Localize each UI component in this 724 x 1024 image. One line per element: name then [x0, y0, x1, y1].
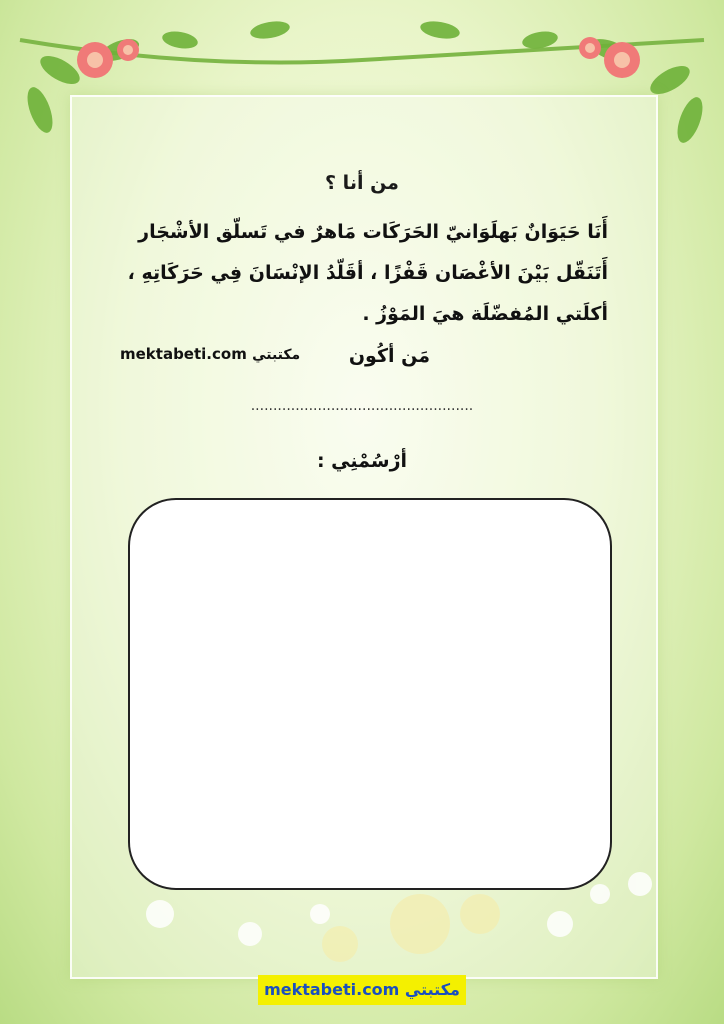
draw-label: أرْسُمْنِي : [316, 450, 408, 472]
question-label: مَن أكُون [348, 345, 430, 367]
footer-brand: mektabeti.com مكتبتي [258, 975, 466, 1005]
worksheet-title: من أنا ؟ [325, 172, 399, 194]
drawing-area[interactable] [128, 498, 612, 890]
answer-line[interactable]: .................................................. [250, 398, 474, 414]
riddle-paragraph: أَنَا حَيَوَانٌ بَهلَوَانيّ الحَرَكَات مَاهرٌ في تَسلّق الأشْجَار أَتَنَقّل بَيْنَ الأغْصَان قَفْزًا ، أقَلّدُ الإنْسَانَ فِي حَرَكَاتِهِ ، أكلَتي المُفضّلَة هيَ المَوْزُ . [127, 221, 608, 325]
brand-watermark: mektabeti.com مكتبتي [120, 345, 301, 363]
